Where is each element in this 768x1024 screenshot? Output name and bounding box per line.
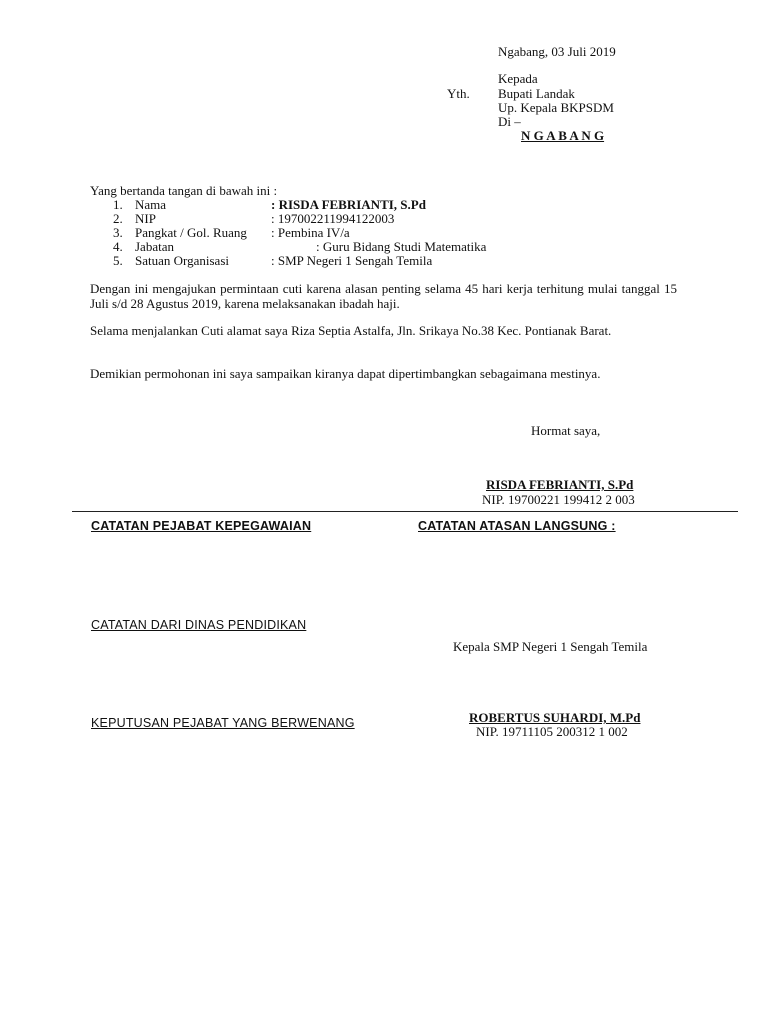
request-paragraph: Dengan ini mengajukan permintaan cuti karena alasan penting selama 45 hari kerja terhitung mulai tanggal 15 Juli s/d 28 Agustus 2019, karena melaksanakan ibadah haji. bbox=[90, 281, 677, 311]
item-number: 5. bbox=[113, 253, 123, 268]
head-nip: NIP. 19711105 200312 1 002 bbox=[476, 724, 628, 739]
note-pejabat-kepegawaian: CATATAN PEJABAT KEPEGAWAIAN bbox=[91, 519, 312, 533]
addressee-city: N G A B A N G bbox=[521, 128, 605, 143]
intro-text: Yang bertanda tangan di bawah ini : bbox=[90, 183, 278, 198]
section-divider bbox=[72, 511, 738, 512]
item-label: NIP bbox=[135, 211, 156, 226]
note-keputusan: KEPUTUSAN PEJABAT YANG BERWENANG bbox=[91, 716, 355, 730]
item-label: Nama bbox=[135, 197, 167, 212]
addressee-line-1: Bupati Landak bbox=[498, 86, 575, 101]
head-name: ROBERTUS SUHARDI, M.Pd bbox=[469, 710, 641, 725]
closing-paragraph: Demikian permohonan ini saya sampaikan kiranya dapat dipertimbangkan sebagaimana mestinya. bbox=[90, 366, 601, 381]
item-value: : Pembina IV/a bbox=[271, 225, 350, 240]
item-number: 1. bbox=[113, 197, 123, 212]
signer-name: RISDA FEBRIANTI, S.Pd bbox=[486, 477, 634, 492]
item-label: Satuan Organisasi bbox=[135, 253, 229, 268]
signer-nip: NIP. 19700221 199412 2 003 bbox=[482, 492, 635, 507]
item-label: Pangkat / Gol. Ruang bbox=[135, 225, 247, 240]
addressee-line-2: Up. Kepala BKPSDM bbox=[498, 100, 614, 115]
item-value: : SMP Negeri 1 Sengah Temila bbox=[271, 253, 433, 268]
di-label: Di – bbox=[498, 114, 521, 129]
item-value: : Guru Bidang Studi Matematika bbox=[316, 239, 487, 254]
item-label: Jabatan bbox=[135, 239, 174, 254]
item-value: : 197002211994122003 bbox=[271, 211, 395, 226]
letter-date: Ngabang, 03 Juli 2019 bbox=[498, 44, 616, 59]
item-number: 4. bbox=[113, 239, 123, 254]
item-number: 3. bbox=[113, 225, 123, 240]
item-value: : RISDA FEBRIANTI, S.Pd bbox=[271, 197, 426, 212]
item-number: 2. bbox=[113, 211, 123, 226]
head-title: Kepala SMP Negeri 1 Sengah Temila bbox=[453, 639, 648, 654]
note-dinas-pendidikan: CATATAN DARI DINAS PENDIDIKAN bbox=[91, 618, 307, 632]
kepada-label: Kepada bbox=[498, 71, 538, 86]
note-atasan-langsung: CATATAN ATASAN LANGSUNG : bbox=[418, 519, 616, 533]
closing-salutation: Hormat saya, bbox=[531, 423, 601, 438]
address-paragraph: Selama menjalankan Cuti alamat saya Riza Septia Astalfa, Jln. Srikaya No.38 Kec. Pontianak Barat. bbox=[90, 323, 612, 338]
yth-label: Yth. bbox=[447, 86, 470, 101]
